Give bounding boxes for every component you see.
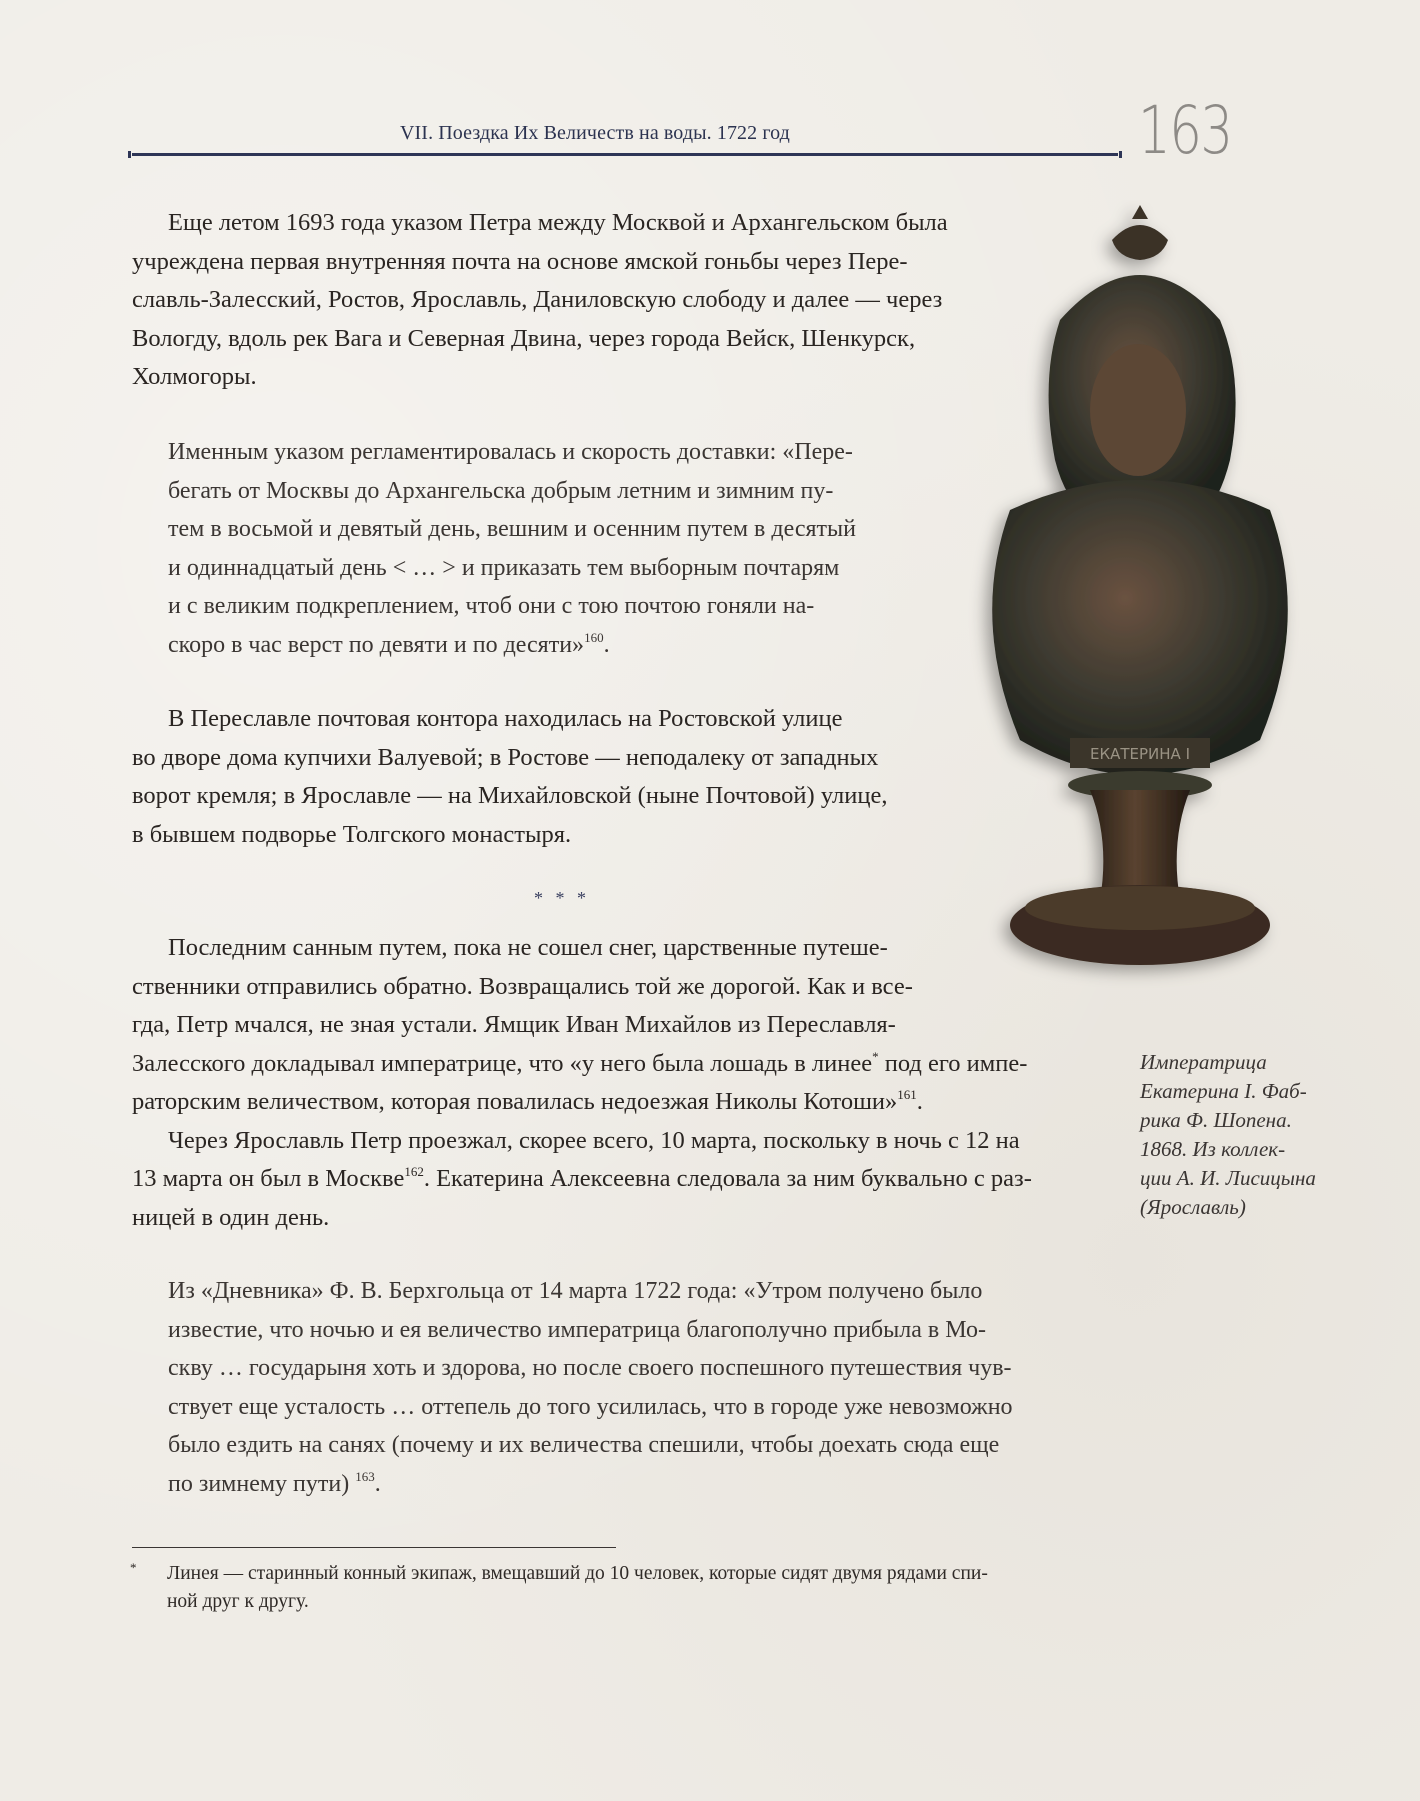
chapter-running-header: VII. Поездка Их Величеств на воды. 1722 год: [400, 122, 790, 144]
text-fragment: скоро в час верст по девяти и по десяти»: [168, 631, 585, 658]
text-fragment: . Екатерина Алексеевна следовала за ним буквально с раз-: [423, 1165, 1032, 1192]
bust-photo-catherine-i: [940, 200, 1340, 1000]
paragraph-post-offices: [132, 700, 887, 854]
text-line: по зимнему пути) $^{163}$.: [168, 1468, 381, 1497]
text-line: скоро в час верст по девяти и по десяти»$^{160}$.: [168, 629, 610, 658]
quote-decree: [168, 433, 856, 664]
text-line: [132, 1045, 1032, 1084]
text-line: гда, Петр мчался, не зная устали. Ямщик Иван Михайлов из Переславля-: [132, 1011, 896, 1038]
caption-line: рика Ф. Шопена.: [1140, 1108, 1292, 1132]
text-line: учреждена первая внутренняя почта на основе ямской гоньбы через Пере-: [132, 247, 908, 275]
bust-crown: [1112, 205, 1168, 260]
reference-160[interactable]: 160: [584, 629, 604, 645]
text-fragment: 13 марта он был в Москве: [132, 1165, 405, 1192]
section-separator: * * *: [534, 888, 590, 908]
text-line: во дворе дома купчихи Валуевой; в Ростове — неподалеку от западных: [132, 743, 879, 771]
text-line: и с великим подкреплением, чтоб они с тою почтою гоняли на-: [168, 593, 815, 619]
text-line: Последним санным путем, пока не сошел снег, царственные путеше-: [168, 934, 888, 961]
text-line: славль-Залесский, Ростов, Ярославль, Даниловскую слободу и далее — через: [132, 286, 943, 313]
text-line: [132, 1160, 1032, 1199]
text-line: Еще летом 1693 года указом Петра между Москвой и Архангельском была: [168, 209, 948, 236]
text-line: Именным указом регламентировалась и скорость доставки: «Пере-: [168, 439, 853, 465]
text-line: скву … государыня хоть и здорова, но после своего поспешного путешествия чув-: [168, 1355, 1012, 1381]
text-line: было ездить на санях (почему и их величества спешили, чтобы доехать сюда еще: [168, 1432, 1000, 1458]
reference-163[interactable]: 163: [355, 1468, 375, 1484]
text-line: Холмогоры.: [132, 363, 257, 390]
footnote-line: Линея — старинный конный экипаж, вмещавший до 10 человек, которые сидят двумя рядами спи-: [167, 1563, 988, 1584]
caption-line: Императрица: [1140, 1050, 1267, 1074]
text-line: бегать от Москвы до Архангельска добрым летним и зимним пу-: [168, 477, 834, 504]
footnote-mark[interactable]: *: [872, 1048, 879, 1064]
footnote-rule: [132, 1547, 616, 1548]
bust-face: [1090, 344, 1186, 476]
reference-162[interactable]: 162: [404, 1164, 424, 1179]
text-line: ственники отправились обратно. Возвращались той же дорогой. Как и все-: [132, 972, 913, 1000]
header-rule: [132, 153, 1118, 156]
reference-161[interactable]: 161: [897, 1087, 917, 1102]
text-fragment: по зимнему пути): [168, 1470, 350, 1497]
text-line: ворот кремля; в Ярославле — на Михайловской (ныне Почтовой) улице,: [132, 782, 888, 809]
text-line: ницей в один день.: [132, 1203, 330, 1231]
text-fragment: раторским величеством, которая повалилась недоезжая Николы Котоши»: [132, 1088, 898, 1115]
text-line: Вологду, вдоль рек Вага и Северная Двина, через города Вейск, Шенкурск,: [132, 324, 916, 352]
text-fragment: Залесского докладывал императрице, что «у него была лошадь в линее: [132, 1049, 873, 1077]
text-line: Через Ярославль Петр проезжал, скорее всего, 10 марта, поскольку в ночь с 12 на: [168, 1126, 1020, 1154]
caption-line: ции А. И. Лисицына: [1140, 1166, 1316, 1190]
caption-line: (Ярославль): [1140, 1195, 1246, 1219]
footnote-marker: *: [130, 1560, 137, 1575]
text-line: раторским величеством, которая повалилась недоезжая Николы Котоши»$^{161}$.: [132, 1087, 923, 1115]
quote-berkholz-diary: [168, 1272, 1013, 1503]
footnote-line: ной друг к другу.: [167, 1591, 309, 1612]
text-line: ствует еще усталость … оттепель до того усилилась, что в городе уже невозможно: [168, 1393, 1013, 1420]
paragraph-postal-history: [132, 204, 948, 397]
caption-line: Екатерина I. Фаб-: [1140, 1079, 1307, 1103]
image-caption: [1140, 1048, 1340, 1222]
paragraph-return-journey: [132, 929, 1032, 1237]
text-line: тем в восьмой и девятый день, вешним и осенним путем в десятый: [168, 516, 856, 542]
text-line: в бывшем подворье Толгского монастыря.: [132, 820, 572, 848]
text-line: и одиннадцатый день < … > и приказать тем выборным почтарям: [168, 554, 840, 581]
bust-pedestal: [1090, 790, 1190, 900]
bust-torso: [992, 480, 1288, 775]
text-line: В Переславле почтовая контора находилась на Ростовской улице: [168, 705, 843, 732]
footnote-text: [167, 1560, 988, 1616]
page-number: 163: [1138, 92, 1232, 169]
caption-line: 1868. Из коллек-: [1140, 1137, 1286, 1161]
text-fragment: под его импе-: [878, 1049, 1028, 1077]
text-line: известие, что ночью и ея величество императрица благополучно прибыла в Мо-: [168, 1316, 986, 1343]
text-line: Из «Дневника» Ф. В. Берхгольца от 14 марта 1722 года: «Утром получено было: [168, 1278, 983, 1304]
bust-inscription: ЕКАТЕРИНА I: [1089, 745, 1191, 763]
